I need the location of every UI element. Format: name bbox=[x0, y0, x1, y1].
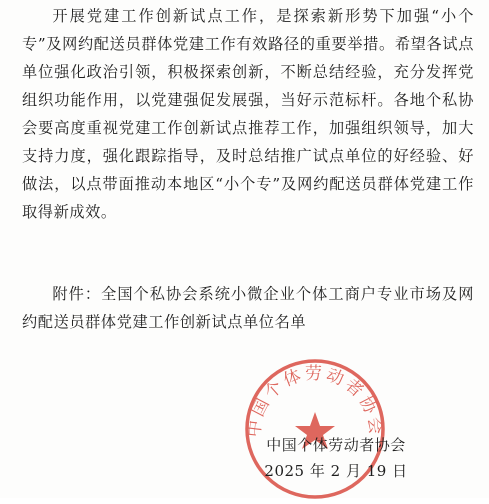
seal-text: 中国个体劳动者协会 bbox=[244, 363, 386, 439]
attachment-note: 附件：全国个私协会系统小微企业个体工商户专业市场及网约配送员群体党建工作创新试点单位名单 bbox=[22, 285, 474, 331]
signature-block bbox=[236, 432, 436, 484]
signing-date: 2025 年 2 月 19 日 bbox=[264, 462, 408, 480]
signing-organization: 中国个体劳动者协会 bbox=[266, 436, 406, 454]
document-body bbox=[22, 2, 474, 226]
body-paragraph: 开展党建工作创新试点工作，是探索新形势下加强“小个专”及网约配送员群体党建工作有效路径的重要举措。希望各试点单位强化政治引领，积极探索创新，不断总结经验，充分发挥党组织功能作用，以党建强促发展强，当好示范标杆。各地个私协会要高度重视党建工作创新试点推荐工作，加强组织领导，加大支持力度，强化跟踪指导，及时总结推广试点单位的好经验、好做法，以点带面推动本地区“小个专”及网约配送员群体党建工作取得新成效。 bbox=[22, 7, 474, 221]
